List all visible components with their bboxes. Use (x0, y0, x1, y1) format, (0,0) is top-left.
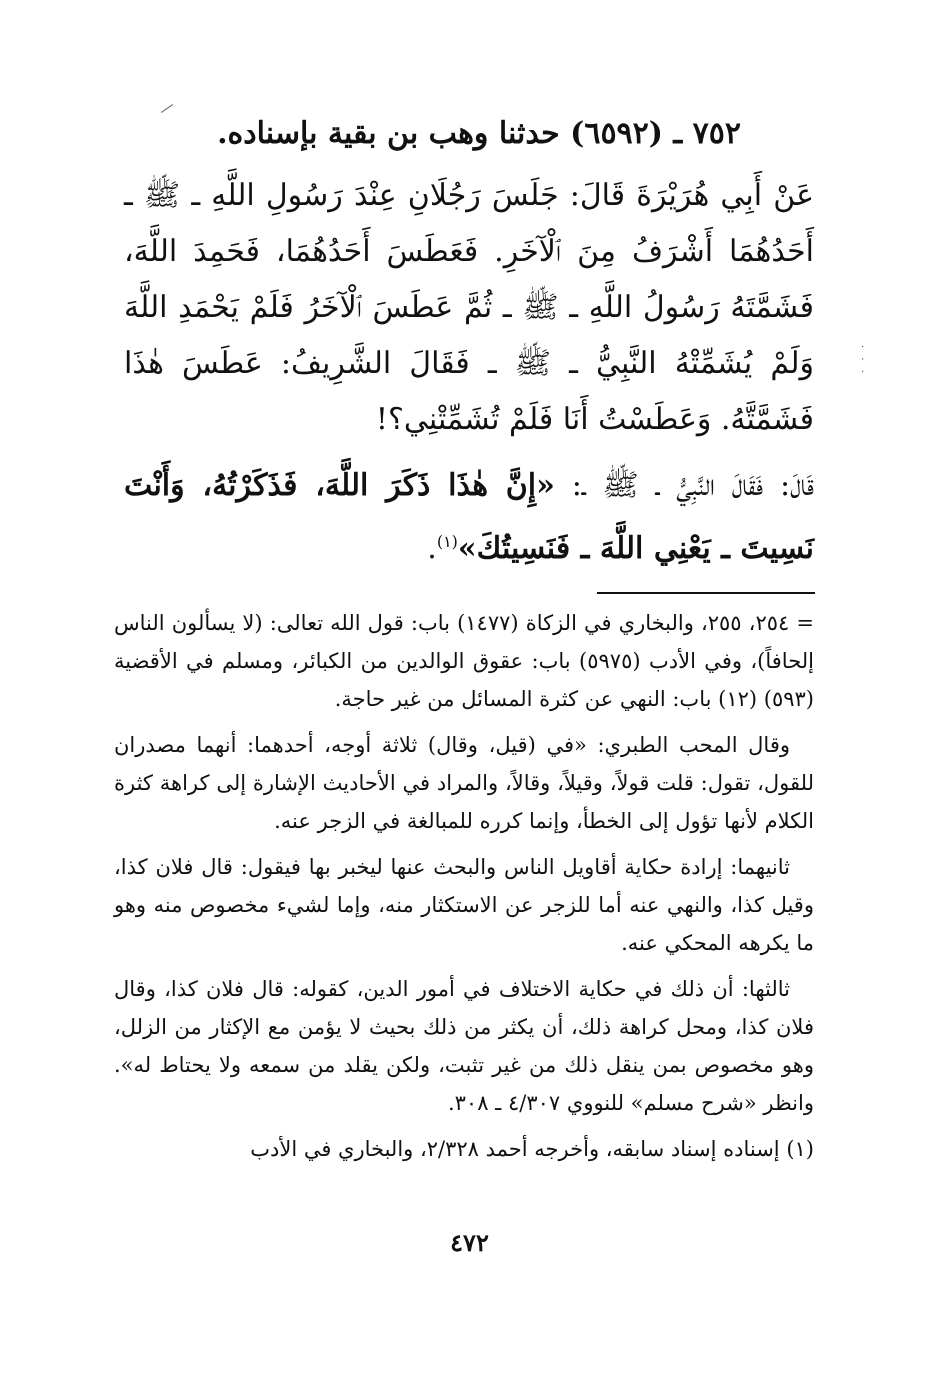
prophet-quote: «إِنَّ هٰذَا ذَكَرَ اللَّهَ، فَذَكَرْتُهُ، وَأَنْتَ نَسِيتَ ـ يَعْنِي اللَّهَ ـ فَنَسِيتُكَ» (124, 468, 814, 566)
hadith-end-period: . (427, 531, 437, 566)
footnote-reference: (١) (436, 532, 458, 551)
footnote-tabari: وقال المحب الطبري: «في (قيل، وقال) ثلاثة أوجه، أحدهما: أنهما مصدران للقول، تقول: قلت قولاً، وقيلاً، وقالاً، والمراد في الأحاديث الإشارة إلى كراهة كثرة الكلام لأنها تؤول إلى الخطأ، وإنما كرره للمبالغة في الزجر عنه. (114, 733, 814, 833)
hadith-paragraph-1: عَنْ أَبِي هُرَيْرَةَ قَالَ: جَلَسَ رَجُلَانِ عِنْدَ رَسُولِ اللَّهِ ـ ﷺ ـ أَحَدُهُمَا أَشْرَفُ مِنَ ٱلْآخَرِ. فَعَطَسَ أَحَدُهُمَا، فَحَمِدَ اللَّهَ، فَشَمَّتَهُ رَسُولُ اللَّهِ ـ ﷺ ـ ثُمَّ عَطَسَ ٱلْآخَرُ فَلَمْ يَحْمَدِ اللَّهَ وَلَمْ يُشَمِّتْهُ النَّبِيُّ ـ ﷺ ـ فَقَالَ الشَّرِيفُ: عَطَسَ هٰذَا فَشَمَّتَّهُ. وَعَطَسْتُ أَنَا فَلَمْ تُشَمِّتْنِي؟! (124, 178, 814, 437)
footnote-1: (١) إسناده إسناد سابقه، وأخرجه أحمد ٢/٣٢٨، والبخاري في الأدب (250, 1137, 814, 1161)
footnote-continuation: = ٢٥٤، ٢٥٥، والبخاري في الزكاة (١٤٧٧) باب: قول الله تعالى: (لا يسألون الناس إلحافاً)، وفي الأدب (٥٩٧٥) باب: عقوق الوالدين من الكبائر، ومسلم في الأقضية (٥٩٣) (١٢) باب: النهي عن كثرة المسائل من غير حاجة. (114, 611, 814, 711)
footnotes (114, 604, 814, 1176)
hadith-paragraph-2-intro: قَالَ: فَقَالَ النَّبِيُّ ـ ﷺ ـ: (571, 468, 815, 503)
hadith-text (124, 168, 814, 587)
footnote-second-aspect: ثانيهما: إرادة حكاية أقاويل الناس والبحث عنها ليخبر بها فيقول: قال فلان كذا، وقيل كذا، والنهي عنه أما للزجر عن الاستكثار منه، وإما لشيء مخصوص منه وهو ما يكرهه المحكي عنه. (114, 855, 814, 955)
margin-dots: · · · (856, 345, 867, 376)
hadith-heading: ٧٥٢ ـ (٦٥٩٢) حدثنا وهب بن بقية بإسناده. (217, 116, 741, 151)
hadith-paragraph-2 (124, 458, 814, 577)
stray-pen-mark (161, 104, 173, 113)
footnote-third-aspect: ثالثها: أن ذلك في حكاية الاختلاف في أمور الدين، كقوله: قال فلان كذا، وقال فلان كذا، ومحل كراهة ذلك، أن يكثر من ذلك بحيث لا يؤمن مع الإكثار من الزلل، وهو مخصوص بمن ينقل ذلك من غير تثبت، ولكن يقلد من سمعه ولا يحتاط له». وانظر «شرح مسلم» للنووي ٤/٣٠٧ ـ ٣٠٨. (114, 977, 814, 1115)
page-number: ٤٧٢ (450, 1228, 489, 1257)
footnote-separator (597, 592, 815, 594)
